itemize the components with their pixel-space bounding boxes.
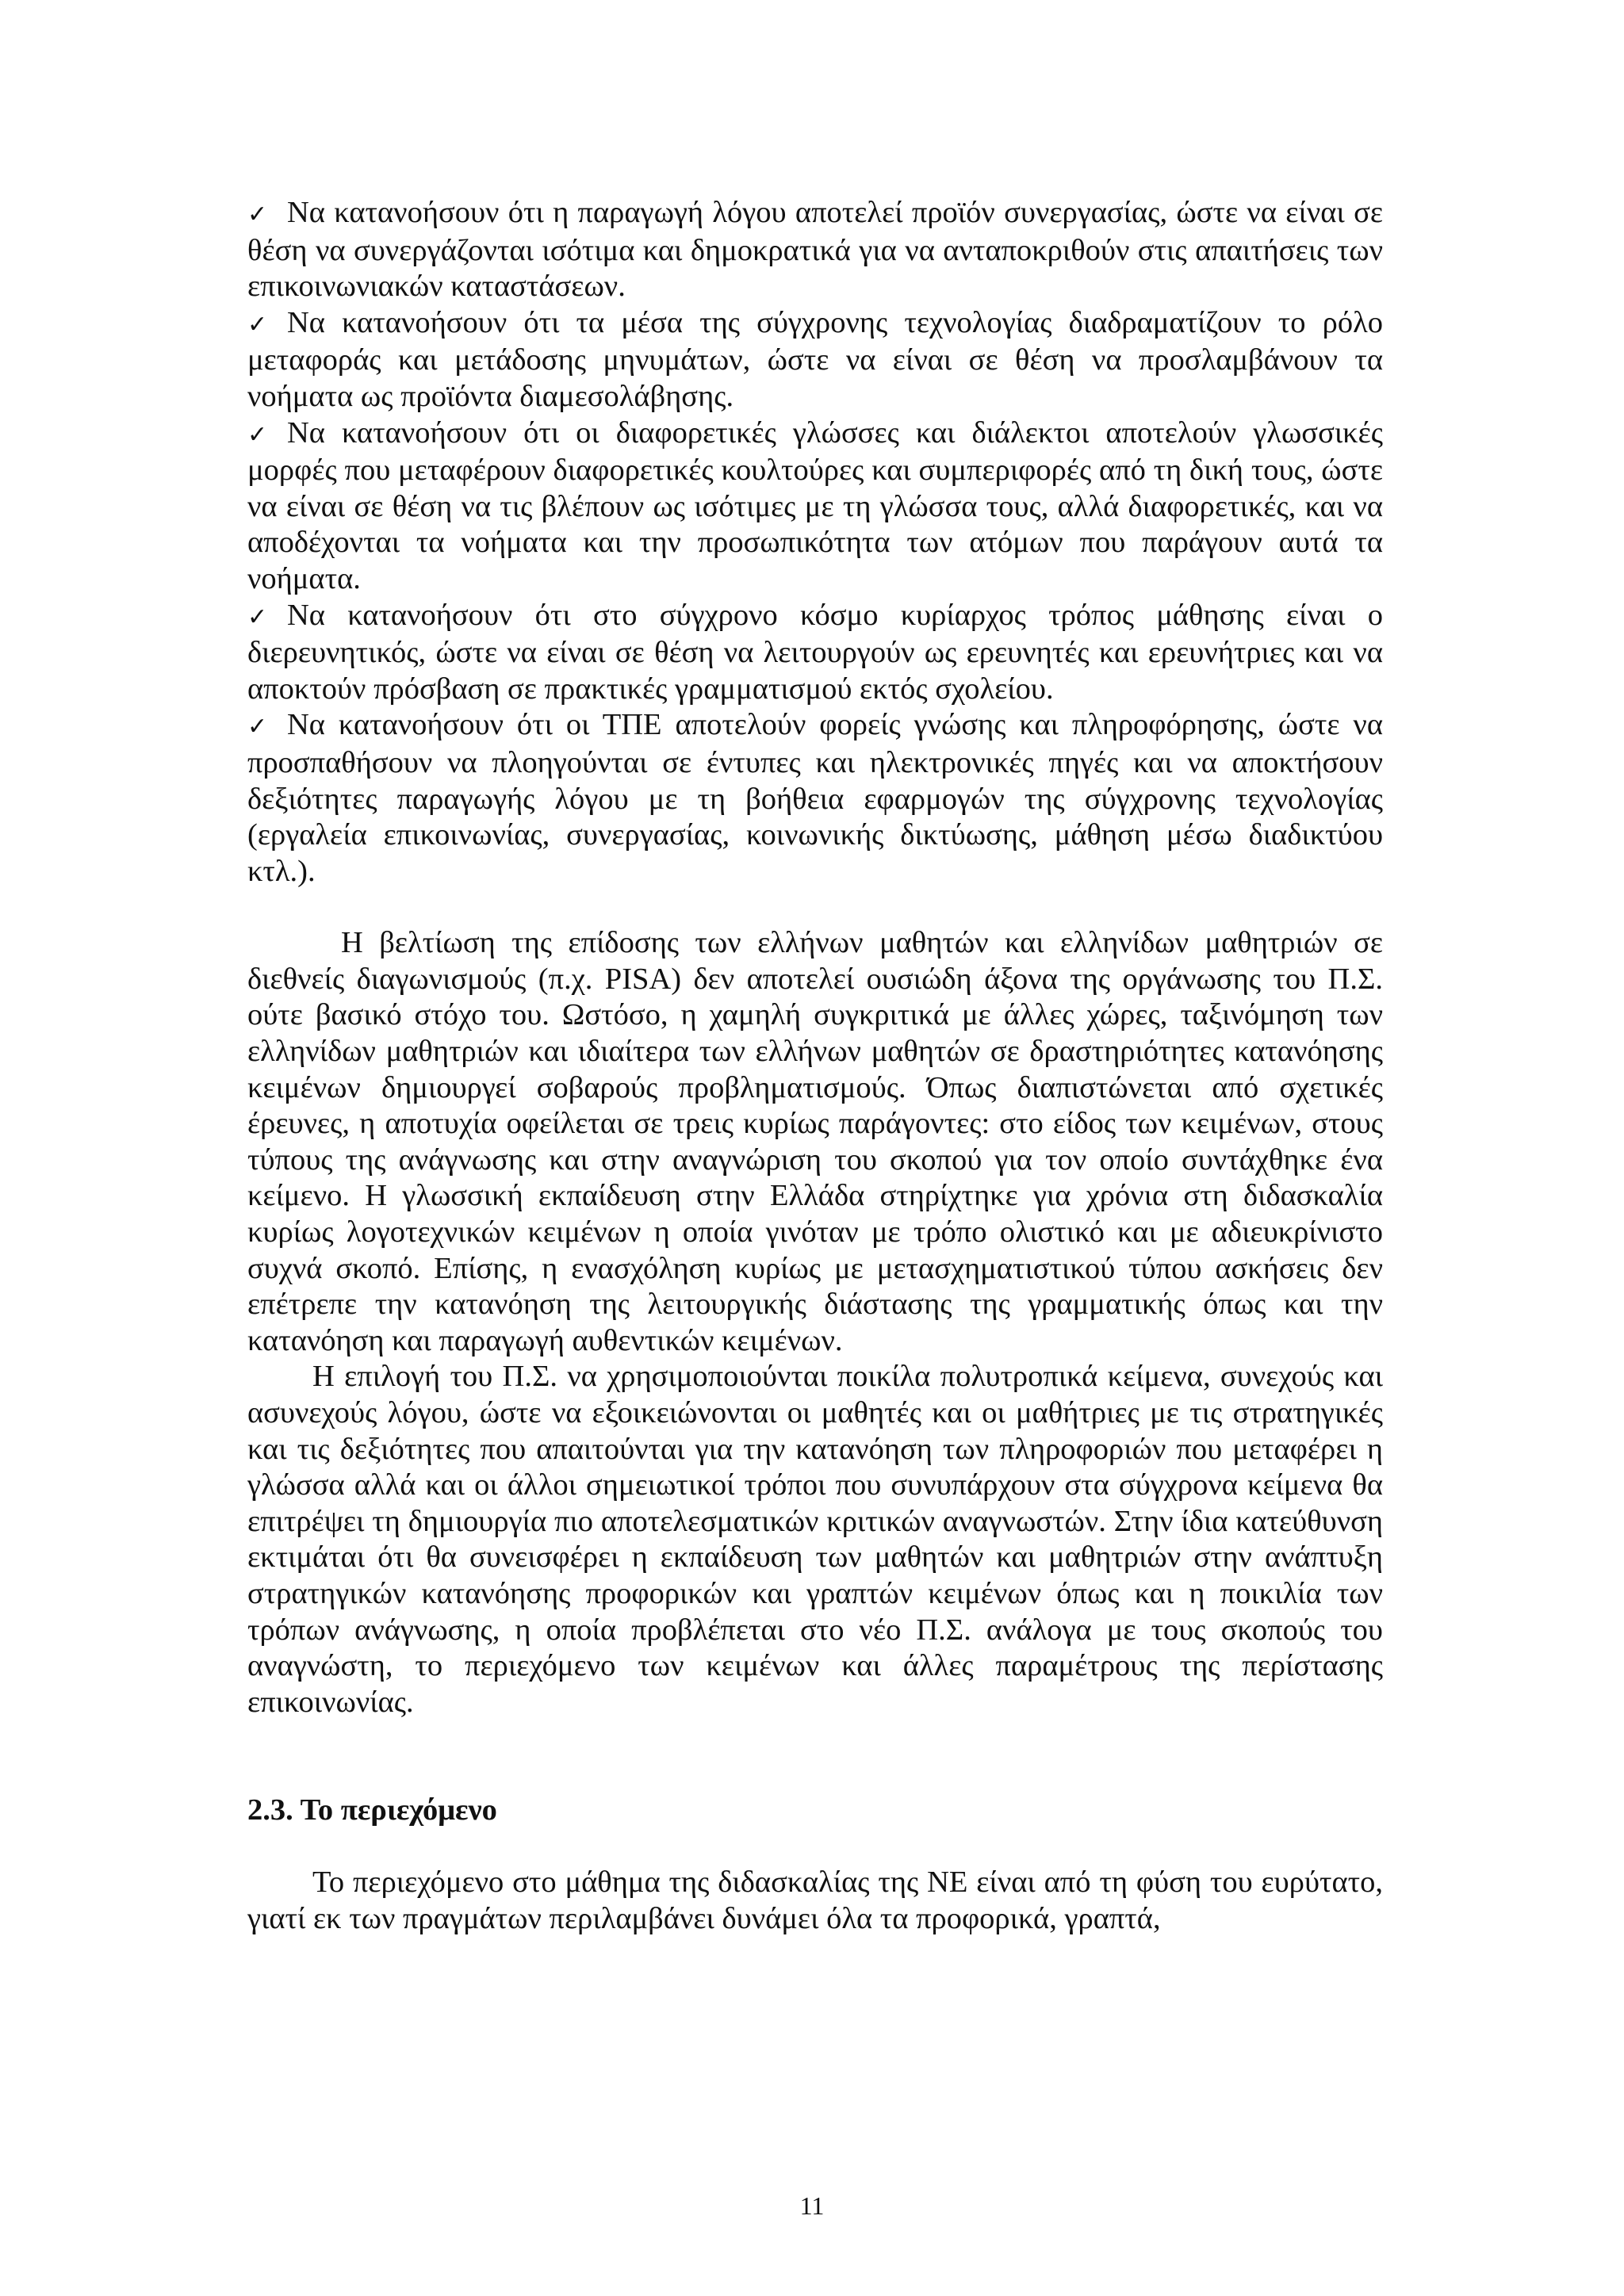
- check-mark-icon: ✓: [247, 310, 268, 339]
- section-heading: 2.3. Το περιεχόμενο: [247, 1793, 497, 1827]
- bullet-text: Να κατανοήσουν ότι τα μέσα της σύγχρονης τεχνολογίας διαδραματίζουν το ρόλο μεταφοράς και μετάδοσης μηνυμάτων, ώστε να είναι σε θέση να προσλαμβάνουν τα νοήματα ως προϊόντα διαμεσολάβησης.: [247, 305, 1383, 413]
- spacer: [247, 890, 1383, 925]
- objective-bullet-4: [247, 598, 1383, 708]
- objective-bullet-5: [247, 707, 1383, 890]
- check-mark-icon: ✓: [247, 713, 268, 741]
- bullet-text: Να κατανοήσουν ότι οι ΤΠΕ αποτελούν φορείς γνώσης και πληροφόρησης, ώστε να προσπαθήσουν να πλοηγούνται σε έντυπες και ηλεκτρονικές πηγές και να αποκτήσουν δεξιότητες παραγωγής λόγου με τη βοήθεια εφαρμογών της σύγχρονης τεχνολογίας (εργαλεία επικοινωνίας, συνεργασίας, κοινωνικής δικτύωσης, μάθηση μέσω διαδικτύου κτλ.).: [247, 708, 1383, 888]
- spacer: [247, 1829, 1383, 1865]
- check-mark-icon: ✓: [247, 201, 268, 228]
- bullet-text: Να κατανοήσουν ότι στο σύγχρονο κόσμο κυρίαρχος τρόπος μάθησης είναι ο διερευνητικός, ώστε να είναι σε θέση να λειτουργούν ως ερευνητές και ερευνήτριες και να αποκτούν πρόσβαση σε πρακτικές γραμματισμού εκτός σχολείου.: [247, 598, 1383, 706]
- document-page: [247, 195, 1383, 1937]
- bullet-text: Να κατανοήσουν ότι η παραγωγή λόγου αποτελεί προϊόν συνεργασίας, ώστε να είναι σε θέση να συνεργάζονται ισότιμα και δημοκρατικά για να ανταποκριθούν στις απαιτήσεις των επικοινωνιακών καταστάσεων.: [247, 196, 1383, 304]
- check-mark-icon: ✓: [247, 420, 268, 449]
- paragraph-multimodal-texts: Η επιλογή του Π.Σ. να χρησιμοποιούνται ποικίλα πολυτροπικά κείμενα, συνεχούς και ασυνεχούς λόγου, ώστε να εξοικειώνονται οι μαθητές και οι μαθήτριες με τις στρατηγικές και τις δεξιότητες που απαιτούνται για την κατανόηση των πληροφοριών που μεταφέρει η γλώσσα αλλά και οι άλλοι σημειωτικοί τρόποι που συνυπάρχουν στα σύγχρονα κείμενα θα επιτρέψει τη δημιουργία πιο αποτελεσματικών κριτικών αναγνωστών. Στην ίδια κατεύθυνση εκτιμάται ότι θα συνεισφέρει η εκπαίδευση των μαθητών και μαθητριών στην ανάπτυξη στρατηγικών κατανόησης προφορικών και γραπτών κειμένων όπως και η ποικιλία των τρόπων ανάγνωσης, η οποία προβλέπεται στο νέο Π.Σ. ανάλογα με τους σκοπούς του αναγνώστη, το περιεχόμενο των κειμένων και άλλες παραμέτρους της περίστασης επικοινωνίας.: [247, 1360, 1383, 1719]
- check-mark-icon: ✓: [247, 603, 268, 631]
- paragraph-pisa: Η βελτίωση της επίδοσης των ελλήνων μαθητών και ελληνίδων μαθητριών σε διεθνείς διαγωνισμούς (π.χ. PISA) δεν αποτελεί ουσιώδη άξονα της οργάνωσης του Π.Σ. ούτε βασικό στόχο του. Ωστόσο, η χαμηλή συγκριτικά με άλλες χώρες, ταξινόμηση των ελληνίδων μαθητριών και ιδιαίτερα των ελλήνων μαθητών σε δραστηριότητες κατανόησης κειμένων δημιουργεί σοβαρούς προβληματισμούς. Όπως διαπιστώνεται από σχετικές έρευνες, η αποτυχία οφείλεται σε τρεις κυρίως παράγοντες: στο είδος των κειμένων, στους τύπους της ανάγνωσης και στην αναγνώριση του σκοπού για τον οποίο συντάχθηκε ένα κείμενο. Η γλωσσική εκπαίδευση στην Ελλάδα στηρίχτηκε για χρόνια στη διδασκαλία κυρίως λογοτεχνικών κειμένων η οποία γινόταν με τρόπο ολιστικό και με αδιευκρίνιστο συχνά σκοπό. Επίσης, η ενασχόληση κυρίως με μετασχηματιστικού τύπου ασκήσεις δεν επέτρεπε την κατανόηση της λειτουργικής διάστασης της γραμματικής όπως και την κατανόηση και παραγωγή αυθεντικών κειμένων.: [247, 926, 1383, 1357]
- spacer: [247, 1720, 1383, 1793]
- objective-bullet-2: [247, 305, 1383, 415]
- paragraph-content: Το περιεχόμενο στο μάθημα της διδασκαλίας της ΝΕ είναι από τη φύση του ευρύτατο, γιατί εκ των πραγμάτων περιλαμβάνει δυνάμει όλα τα προφορικά, γραπτά,: [247, 1865, 1383, 1935]
- page-number: 11: [799, 2191, 825, 2220]
- objective-bullet-1: [247, 195, 1383, 305]
- bullet-text: Να κατανοήσουν ότι οι διαφορετικές γλώσσες και διάλεκτοι αποτελούν γλωσσικές μορφές που μεταφέρουν διαφορετικές κουλτούρες και συμπεριφορές από τη δική τους, ώστε να είναι σε θέση να τις βλέπουν ως ισότιμες με τη γλώσσα τους, αλλά διαφορετικές, και να αποδέχονται τα νοήματα και την προσωπικότητα των ατόμων που παράγουν αυτά τα νοήματα.: [247, 415, 1383, 595]
- objective-bullet-3: [247, 415, 1383, 598]
